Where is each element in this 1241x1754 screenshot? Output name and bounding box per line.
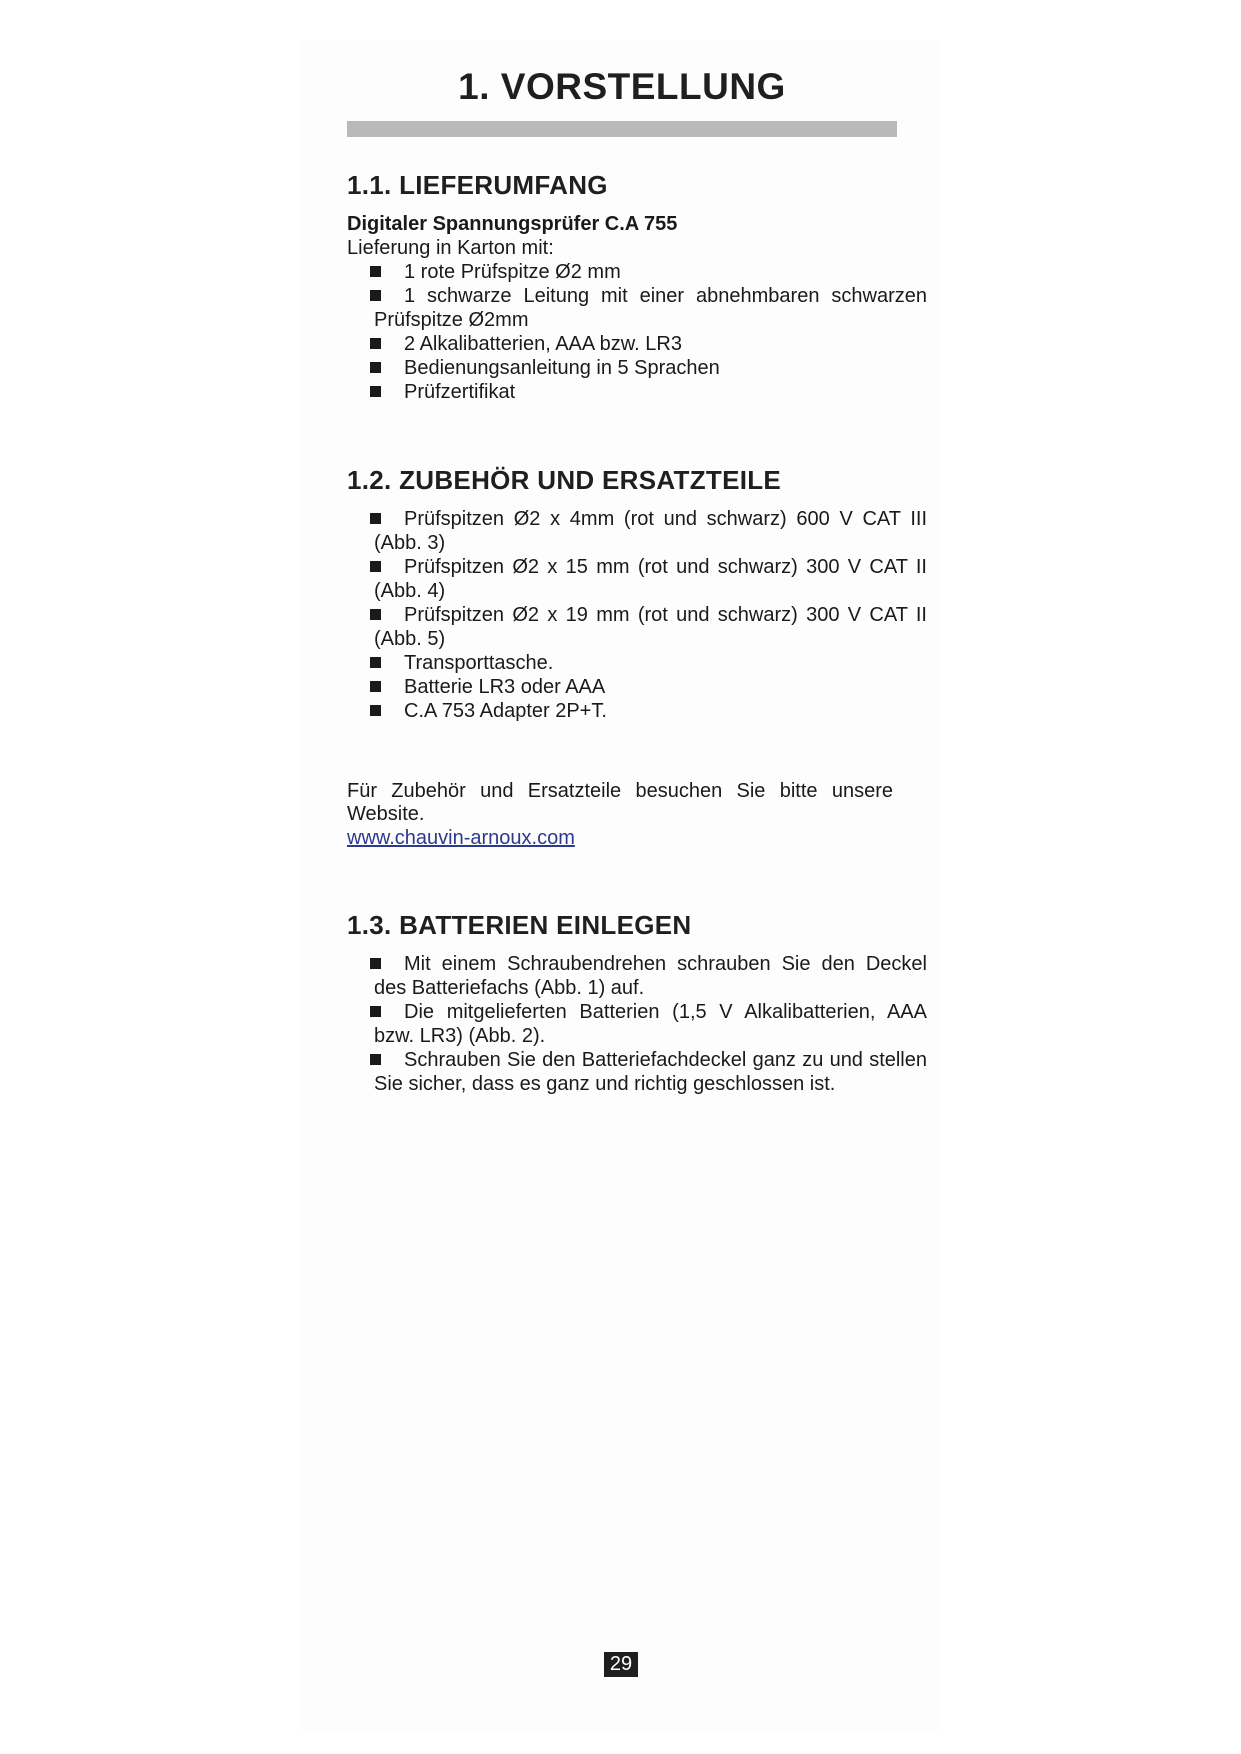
list-item: Die mitgelieferten Batterien (1,5 V Alkalibatterien, AAA bzw. LR3) (Abb. 2). [347, 1000, 927, 1048]
list-item: Bedienungsanleitung in 5 Sprachen [347, 356, 927, 380]
section-heading-zubehoer: 1.2. ZUBEHÖR UND ERSATZTEILE [347, 465, 782, 495]
square-bullet-icon [370, 290, 381, 301]
list-item: Schrauben Sie den Batteriefachdeckel ganz zu und stellen Sie sicher, dass es ganz und richtig geschlossen ist. [347, 1048, 927, 1096]
list-item: Prüfspitzen Ø2 x 4mm (rot und schwarz) 600 V CAT III (Abb. 3) [347, 507, 927, 555]
section-zubehoer [347, 507, 927, 723]
square-bullet-icon [370, 1054, 381, 1065]
list-item: 1 schwarze Leitung mit einer abnehmbaren schwarzen Prüfspitze Ø2mm [347, 284, 927, 332]
square-bullet-icon [370, 513, 381, 524]
square-bullet-icon [370, 657, 381, 668]
title-underline-bar [347, 121, 897, 137]
square-bullet-icon [370, 681, 381, 692]
list-item: Mit einem Schraubendrehen schrauben Sie den Deckel des Batteriefachs (Abb. 1) auf. [347, 952, 927, 1000]
square-bullet-icon [370, 561, 381, 572]
square-bullet-icon [370, 338, 381, 349]
battery-steps-list [347, 952, 927, 1096]
section-heading-batterien: 1.3. BATTERIEN EINLEGEN [347, 910, 692, 940]
square-bullet-icon [370, 386, 381, 397]
square-bullet-icon [370, 266, 381, 277]
square-bullet-icon [370, 958, 381, 969]
list-item: 2 Alkalibatterien, AAA bzw. LR3 [347, 332, 927, 356]
square-bullet-icon [370, 1006, 381, 1017]
section-batterien [347, 952, 927, 1096]
list-item: Prüfzertifikat [347, 380, 927, 404]
delivery-intro: Lieferung in Karton mit: [347, 237, 554, 259]
product-subtitle: Digitaler Spannungsprüfer C.A 755 [347, 213, 678, 235]
website-link[interactable]: www.chauvin-arnoux.com [347, 827, 575, 849]
section-lieferumfang [347, 212, 927, 404]
square-bullet-icon [370, 705, 381, 716]
page-title: 1. VORSTELLUNG [458, 66, 786, 107]
list-item: Prüfspitzen Ø2 x 19 mm (rot und schwarz) 300 V CAT II (Abb. 5) [347, 603, 927, 651]
list-item: Prüfspitzen Ø2 x 15 mm (rot und schwarz) 300 V CAT II (Abb. 4) [347, 555, 927, 603]
list-item: C.A 753 Adapter 2P+T. [347, 699, 927, 723]
square-bullet-icon [370, 609, 381, 620]
list-item: 1 rote Prüfspitze Ø2 mm [347, 260, 927, 284]
page-number: 29 [604, 1652, 638, 1677]
list-item: Batterie LR3 oder AAA [347, 675, 927, 699]
section-heading-lieferumfang: 1.1. LIEFERUMFANG [347, 170, 608, 200]
accessory-list [347, 507, 927, 723]
delivery-list [347, 260, 927, 404]
website-note-block [347, 780, 927, 850]
square-bullet-icon [370, 362, 381, 373]
website-note: Für Zubehör und Ersatzteile besuchen Sie bitte unsere Website. [347, 780, 893, 825]
list-item: Transporttasche. [347, 651, 927, 675]
